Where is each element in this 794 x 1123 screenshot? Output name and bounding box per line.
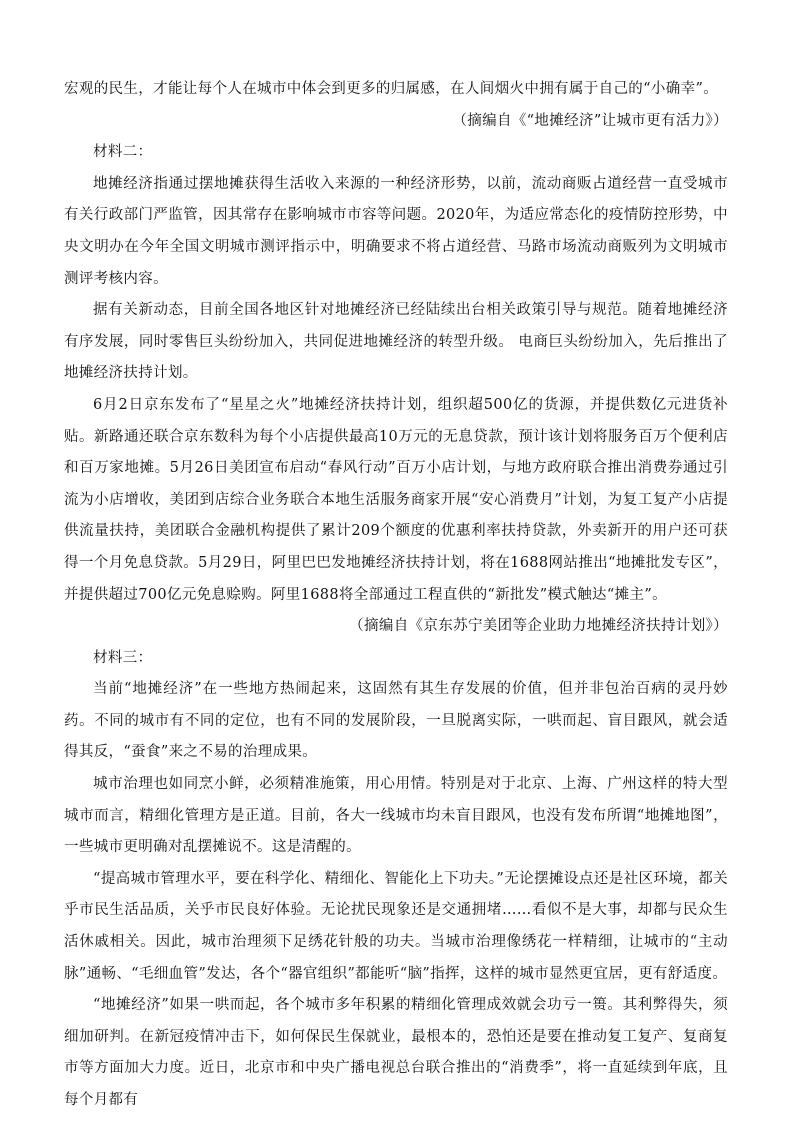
- document-body: [64, 74, 728, 1117]
- source-citation-1: （摘编自《“地摊经济”让城市更有活力》）: [452, 112, 728, 129]
- paragraph-urban-governance: 城市治理也如同烹小鲜，必须精准施策，用心用情。特别是对于北京、上海、广州这样的特大型城市而言，精细化管理方是正道。目前，各大一线城市均未盲目跟风，也没有发布所谓“地摊地图”，一些城市更明确对乱摆摊说不。这是清醒的。: [64, 776, 728, 856]
- paragraph-stall-economy-definition: 地摊经济指通过摆地摊获得生活收入来源的一种经济形势，以前，流动商贩占道经营一直受城市有关行政部门严监管，因其常存在影响城市市容等问题。2020年，为适应常态化的疫情防控形势，中央文明办在今年全国文明城市测评指示中，明确要求不将占道经营、马路市场流动商贩列为文明城市测评考核内容。: [64, 175, 728, 287]
- paragraph-careful-judgment: “地摊经济”如果一哄而起，各个城市多年积累的精细化管理成效就会功亏一篑。其利弊得失，须细加研判。在新冠疫情冲击下，如何保民生保就业，最根本的，恐怕还是要在推动复工复产、复商复市等方面加大力度。近日，北京市和中央广播电视总台联合推出的“消费季”，将一直延续到年底，且每个月都有: [64, 997, 728, 1108]
- material-3-label: 材料三：: [93, 649, 153, 666]
- paragraph-management-level: “提高城市管理水平，要在科学化、精细化、智能化上下功夫。”无论摆摊设点还是社区环境，都关乎市民生活品质，关乎市民良好体验。无论扰民现象还是交通拥堵……看似不是大事，却都与民众生活休戚相关。因此，城市治理须下足绣花针般的功夫。当城市治理像绣花一样精细，让城市的“主动脉”通畅、“毛细血管”发达，各个“器官组织”都能听“脑”指挥，这样的城市显然更宜居，更有舒适度。: [64, 870, 728, 982]
- paragraph-not-cure-all: 当前“地摊经济”在一些地方热闹起来，这固然有其生存发展的价值，但并非包治百病的灵丹妙药。不同的城市有不同的定位，也有不同的发展阶段，一旦脱离实际，一哄而起、盲目跟风，就会适得其反，“蚕食”来之不易的治理成果。: [64, 681, 728, 761]
- material-2-label: 材料二：: [93, 144, 153, 161]
- paragraph-policy-trends: 据有关新动态，目前全国各地区针对地摊经济已经陆续出台相关政策引导与规范。随着地摊经济有序发展，同时零售巨头纷纷加入，共同促进地摊经济的转型升级。 电商巨头纷纷加入，先后推出了地摊经济扶持计划。: [64, 302, 728, 382]
- source-citation-2: （摘编自《京东苏宁美团等企业助力地摊经济扶持计划》）: [349, 618, 728, 635]
- paragraph-company-plans: 6月2日京东发布了“星星之火”地摊经济扶持计划，组织超500亿的货源，并提供数亿元进货补贴。新路通还联合京东数科为每个小店提供最高10万元的无息贷款，预计该计划将服务百万个便利店和百万家地摊。5月26日美团宣布启动“春风行动”百万小店计划，与地方政府联合推出消费券通过引流为小店增收，美团到店综合业务联合本地生活服务商家开展“安心消费月”计划，为复工复产小店提供流量扶持，美团联合金融机构提供了累计209个额度的优惠利率扶持贷款，外卖新开的用户还可获得一个月免息贷款。5月29日，阿里巴巴发地摊经济扶持计划，将在1688网站推出“地摊批发专区”，并提供超过700亿元免息赊购。阿里1688将全部通过工程直供的“新批发”模式触达“摊主”。: [64, 396, 728, 603]
- paragraph-continuation: 宏观的民生，才能让每个人在城市中体会到更多的归属感，在人间烟火中拥有属于自己的“小确幸”。: [64, 81, 719, 97]
